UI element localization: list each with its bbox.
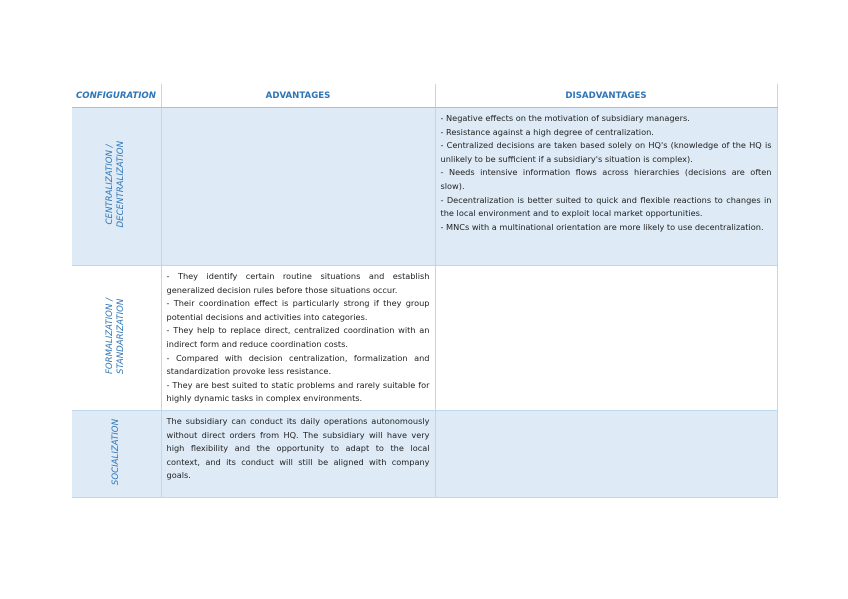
disadvantage-item: - Needs intensive information flows across hierarchies (decisions are often slow). — [440, 167, 772, 191]
disadvantage-item: - MNCs with a multinational orientation are more likely to use decentralization. — [440, 221, 764, 232]
advantage-item: - Compared with decision centralization, formalization and standardization provoke less resistance. — [166, 352, 430, 377]
advantage-item: - They identify certain routine situations and establish generalized decision rules before those situations occur. — [166, 271, 430, 295]
disadvantage-item: - Decentralization is better suited to quick and flexible reactions to changes in the local environment and to exploit local market opportunities. — [440, 194, 772, 219]
header-advantages: ADVANTAGES — [161, 84, 435, 108]
configuration-table — [72, 84, 778, 498]
advantages-cell-centralization — [161, 108, 435, 266]
advantage-item: - Their coordination effect is particularly strong if they group potential decisions and activities into categories. — [166, 298, 430, 322]
row-label-centralization: CENTRALIZATION / DECENTRALIZATION — [105, 140, 127, 228]
header-configuration: CONFIGURATION — [72, 84, 161, 108]
advantage-item: - They help to replace direct, centralized coordination with an indirect form and reduce coordination costs. — [166, 325, 430, 349]
advantages-cell-formalization — [161, 266, 435, 411]
disadvantages-cell-socialization — [435, 410, 777, 497]
disadvantage-item: - Negative effects on the motivation of subsidiary managers. — [440, 113, 690, 123]
advantages-cell-socialization — [161, 410, 435, 497]
disadvantage-item: - Centralized decisions are taken based solely on HQ's (knowledge of the HQ is unlikely to be sufficient if a subsidiary's situation is complex). — [440, 140, 772, 164]
row-label-cell — [72, 266, 161, 411]
table-row-centralization — [72, 108, 777, 266]
advantage-item: - They are best suited to static problems and rarely suitable for highly dynamic tasks in complex environments. — [166, 379, 430, 404]
header-disadvantages: DISADVANTAGES — [435, 84, 777, 108]
table-row-socialization — [72, 410, 777, 497]
disadvantage-item: - Resistance against a high degree of centralization. — [440, 126, 654, 137]
row-label-cell — [72, 108, 161, 266]
disadvantages-cell-centralization — [435, 108, 777, 266]
row-label-cell — [72, 410, 161, 497]
advantage-item: The subsidiary can conduct its daily operations autonomously without direct orders from HQ. The subsidiary will have very high flexibility and the opportunity to adapt to the local context, and its conduct will still be aligned with company goals. — [166, 415, 430, 481]
header-row — [72, 84, 777, 108]
table-row-formalization — [72, 266, 777, 411]
row-label-socialization: SOCIALIZATION — [110, 418, 121, 485]
disadvantages-cell-formalization — [435, 266, 777, 411]
row-label-formalization: FORMALIZATION / STANDARIZATION — [105, 297, 127, 374]
